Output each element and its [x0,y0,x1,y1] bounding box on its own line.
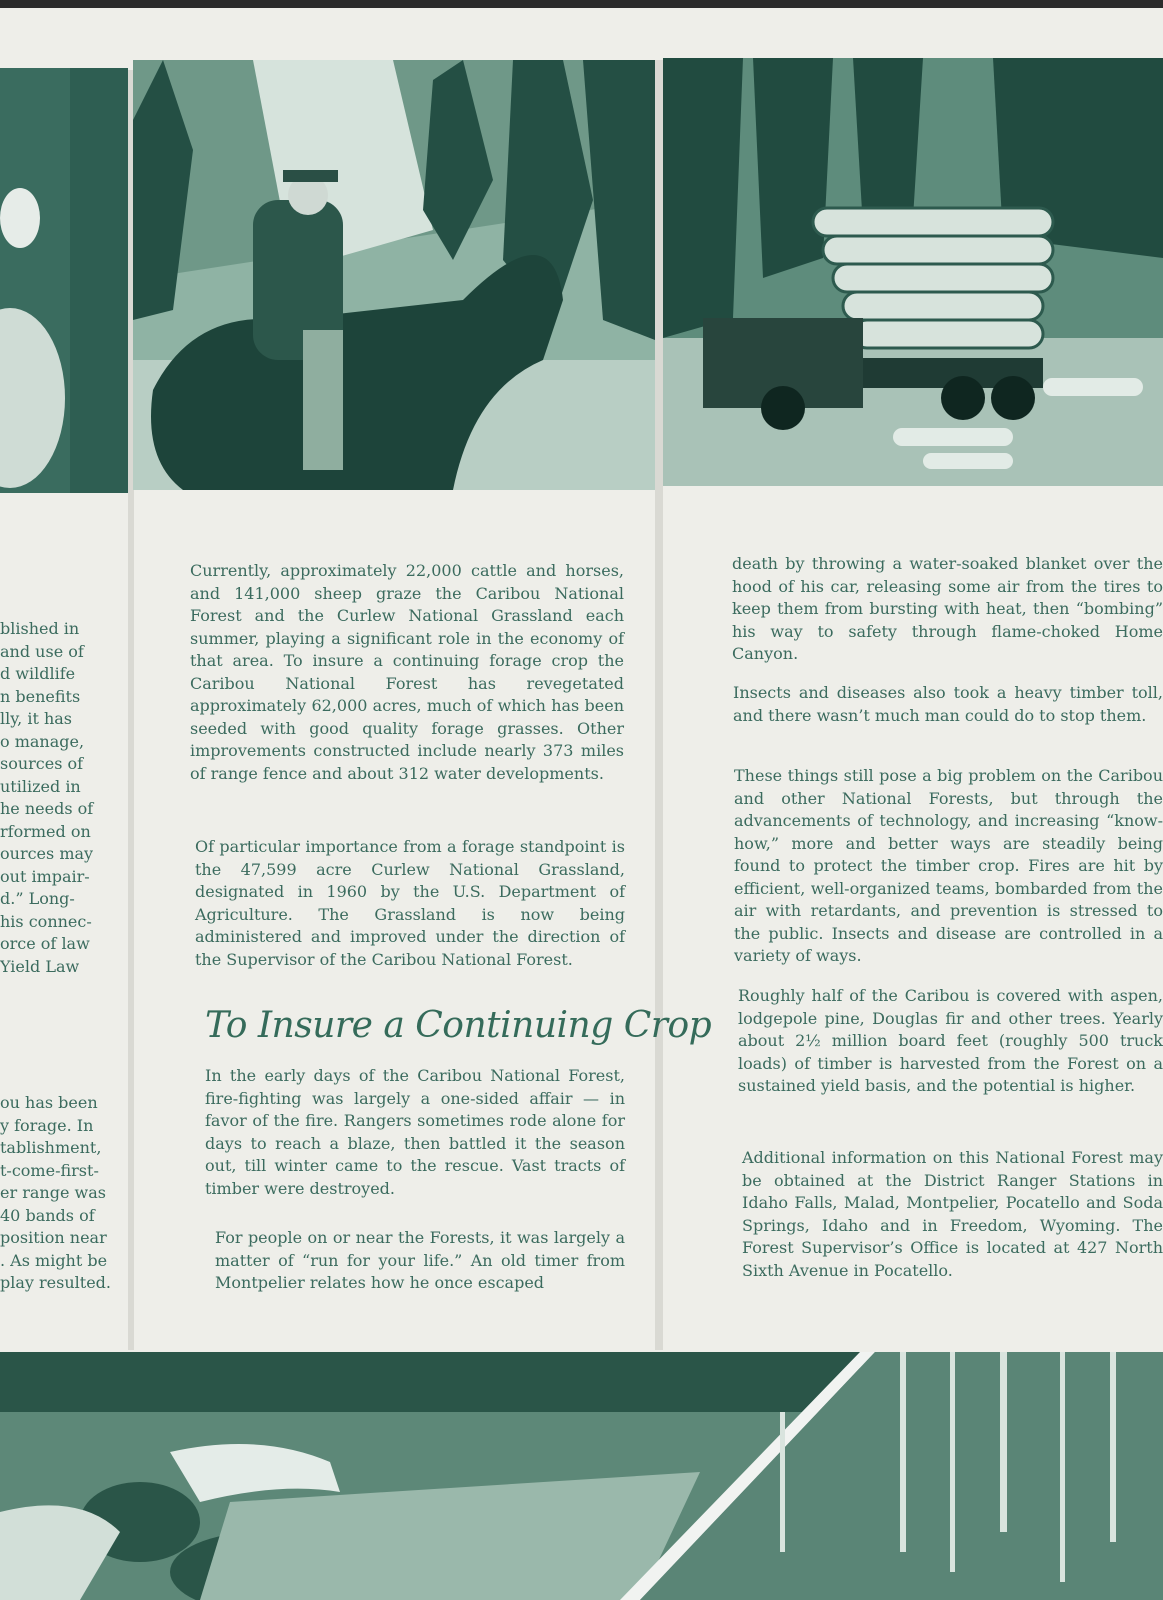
left-line: he needs of [0,799,94,818]
left-line: t-come-first- [0,1160,99,1180]
left-line: and use of [0,641,84,661]
paragraph-run-for-life: For people on or near the Forests, it was largely a matter of “run for your life.” An old timer from Montpelier relates how he once escaped [215,1228,625,1292]
left-line: tablishment, [0,1138,102,1157]
photo-bottom-landscape [0,1352,1163,1600]
paragraph-technology: These things still pose a big problem on the Caribou and other National Forests, but through the advancements of technology, and increasing “know-how,” more and better ways are steadily being found to protect the timber crop. Fires are hit by efficient, well-organized teams, bombarded from the air with retardants, and prevention is stressed to the public. Insects and disease are controlled in a variety of ways. [734,766,1163,965]
right-text-block-4 [738,985,1163,1098]
photo-logging-truck [663,58,1163,486]
paragraph-grassland: Of particular importance from a forage standpoint is the 47,599 acre Curlew National Grassland, designated in 1960 by the U.S. Department of Agriculture. The Grassland is now being administered and improved under the direction of the Supervisor of the Caribou National Forest. [195,837,625,969]
left-column-fragment-2 [0,1092,115,1295]
paragraph-grazing: Currently, approximately 22,000 cattle and horses, and 141,000 sheep graze the Caribou National Forest and the Curlew National Grassland each summer, playing a significant role in the economy of that area. To insure a continuing forage crop the Caribou National Forest has revegetated approximately 62,000 acres, much of which has been seeded with good quality forage grasses. Other improvements constructed include nearly 373 miles of range fence and about 312 water developments. [190,561,624,783]
photo-partial-left [0,68,128,493]
section-heading: To Insure a Continuing Crop [205,1005,712,1046]
fold-crease-right [655,60,663,1350]
paragraph-escape: death by throwing a water-soaked blanket over the hood of his car, releasing some air from the tires to keep them from bursting with heat, then “bombing” his way to safety through flame-choked Home Canyon. [732,554,1163,663]
photo-horse-rider [133,60,655,490]
left-line: . As might be [0,1250,108,1270]
paragraph-timber-harvest: Roughly half of the Caribou is covered with aspen, lodgepole pine, Douglas fir and other trees. Yearly about 2½ million board feet (roughly 500 truck loads) of timber is harvested from the Forest on a sustained yield basis, and the potential is higher. [738,986,1163,1095]
left-line: o manage, [0,731,85,751]
paragraph-additional-info: Additional information on this National Forest may be obtained at the District Ranger Stations in Idaho Falls, Malad, Montpelier, Pocatello and Soda Springs, Idaho and in Freedom, Wyoming. The Forest Supervisor’s Office is located at 427 North Sixth Avenue in Pocatello. [742,1148,1163,1280]
left-line: play resulted. [0,1273,111,1292]
left-line: position near [0,1228,107,1247]
left-line: 40 bands of [0,1205,95,1225]
right-text-block-5 [742,1147,1163,1282]
middle-text-block-2 [195,836,625,971]
right-text-block-2 [733,682,1163,727]
right-text-block-1 [732,553,1163,666]
left-line: n benefits [0,686,81,706]
left-line: out impair- [0,866,90,886]
middle-text-block-4 [215,1227,625,1295]
left-line: lly, it has [0,709,73,728]
left-line: er range was [0,1183,106,1202]
left-line: d.” Long- [0,889,75,908]
left-line: ou has been [0,1093,98,1112]
left-line: y forage. In [0,1115,94,1135]
left-line: utilized in [0,776,81,796]
left-line: rformed on [0,821,91,841]
middle-text-block-1 [190,560,624,785]
left-line: d wildlife [0,664,76,683]
left-line: ources may [0,844,94,863]
paragraph-insects: Insects and diseases also took a heavy timber toll, and there wasn’t much man could do to stop them. [733,683,1163,725]
left-line: orce of law [0,934,90,953]
paragraph-early-days: In the early days of the Caribou National Forest, fire-fighting was largely a one-sided affair — in favor of the fire. Rangers sometimes rode alone for days to reach a blaze, then battled it the season out, till winter came to the rescue. Vast tracts of timber were destroyed. [205,1066,625,1198]
right-text-block-3 [734,765,1163,968]
left-column-fragment-1 [0,618,115,978]
left-line: Yield Law [0,956,80,976]
middle-text-block-3 [205,1065,625,1200]
left-line: his connec- [0,911,92,931]
left-line: sources of [0,754,84,773]
left-line: blished in [0,619,80,638]
